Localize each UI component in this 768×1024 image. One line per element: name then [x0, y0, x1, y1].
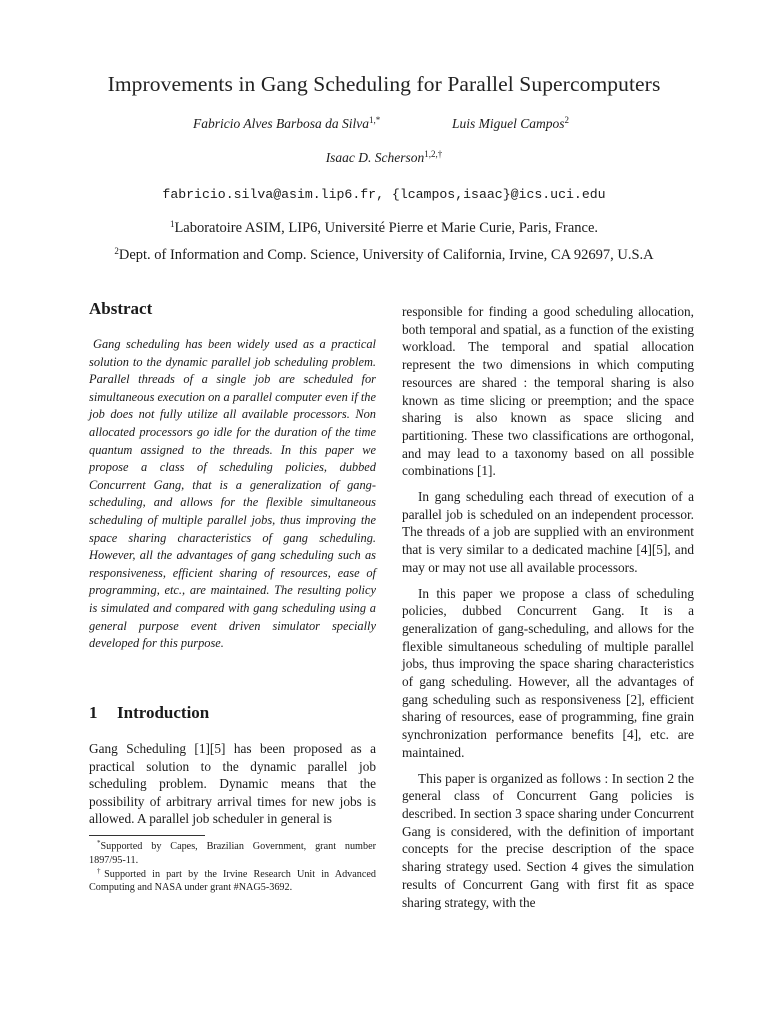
introduction-text: Gang Scheduling [1][5] has been proposed as a practical solution to the dynamic parallel job scheduling problem. Dynamic means that the possibility of arbitrary arrival times for new jobs is allowed. A parallel job scheduler in general is: [89, 741, 376, 827]
affiliation-1: $^1$Laboratoire ASIM, LIP6, Université Pierre et Marie Curie, Paris, France.: [169, 219, 599, 236]
author-emails: fabricio.silva@asim.lip6.fr, {lcampos,isaac}@ics.uci.edu: [162, 187, 606, 202]
paragraph: In gang scheduling each thread of execution of a parallel job is scheduled on an independent processor. The threads of a job are supplied with an environment that is very similar to a dedicated machine [4][5], and may or may not use all available processors.: [402, 489, 694, 575]
paragraph: This paper is organized as follows : In section 2 the general class of Concurrent Gang policies is described. In section 3 space sharing under Concurrent Gang is considered, with the definition of important concepts for the precise description of the space sharing strategy used. Section 4 gives the simulation results of Concurrent Gang with first fit as space sharing strategy, with the: [402, 770, 694, 910]
affiliation-2: $^2$Dept. of Information and Comp. Science, University of California, Irvine, CA 92697, U.S.A: [114, 246, 654, 263]
section-heading-introduction: [89, 703, 209, 723]
footnote-1: *Supported by Capes, Brazilian Government, grant number 1897/95-11.: [89, 839, 376, 866]
section-title: Introduction: [117, 703, 210, 722]
author-3: Isaac D. Scherson$^{1,2,\dagger}$: [325, 149, 443, 165]
footnote-2: †Supported in part by the Irvine Research Unit in Advanced Computing and NASA under grant #NAG5-3692.: [89, 866, 377, 894]
author-2: Luis Miguel Campos$^2$: [452, 115, 570, 131]
authors-row: [0, 116, 768, 136]
section-number: 1: [89, 703, 98, 722]
paragraph: responsible for finding a good scheduling allocation, both temporal and spatial, as a function of the existing workload. The temporal and spatial allocation represent the two dimensions in which computing resources are shared : the temporal sharing is also known as time slicing or preemption; and the space sharing is also known as space slicing and partitioning. These two classifications are orthogonal, and may lead to a taxonomy based on all possible combinations [1].: [402, 304, 694, 479]
footnote-rule: [89, 835, 205, 836]
abstract-text: Gang scheduling has been widely used as a practical solution to the dynamic parallel job scheduling problem. Parallel threads of a single job are scheduled for simultaneous execution on a parallel computer even if the job does not fully utilize all available processors. Non allocated processors go idle for the duration of the time quantum assigned to the threads. In this paper we propose a class of scheduling policies, dubbed Concurrent Gang, that is a generalization of gang-scheduling, and allows for the flexible simultaneous scheduling of multiple parallel jobs, thus improving the space sharing characteristics of gang scheduling. However, all the advantages of gang scheduling such as responsiveness, efficient sharing of resources, ease of programming, etc., are maintained. The resulting policy is simulated and compared with gang scheduling using a general purpose event driven simulator specially developed for this purpose.: [89, 337, 376, 651]
footnotes: [89, 840, 376, 895]
paragraph: In this paper we propose a class of scheduling policies, dubbed Concurrent Gang. It is a generalization of gang-scheduling, and allows for the flexible simultaneous scheduling of multiple parallel jobs, thus improving the space sharing characteristics of gang scheduling. However, all the advantages of gang scheduling such as responsiveness [2], efficient sharing of resources, ease of programming, fine grain synchronization performance benefits [4], etc. are maintained.: [402, 585, 694, 760]
paper-title: Improvements in Gang Scheduling for Parallel Supercomputers: [107, 72, 661, 96]
right-column: [402, 303, 694, 919]
abstract-heading: Abstract: [89, 299, 153, 318]
author-1: Fabricio Alves Barbosa da Silva$^{1,*}$: [193, 115, 381, 131]
